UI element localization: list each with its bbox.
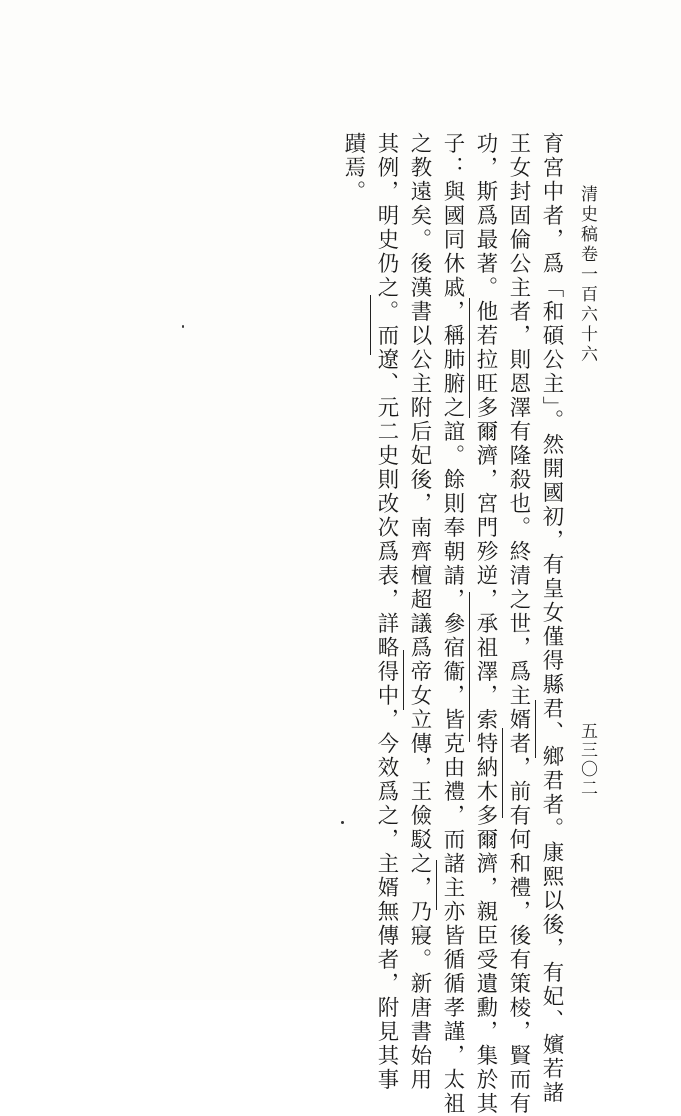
proper-name-mark (502, 728, 503, 818)
text-column-7: 蹟焉。 (341, 132, 366, 204)
text-column-1: 育宮中者，爲「和碩公主」。然開國初，有皇女僅得縣君、鄉君者。康熙以後，有妃、嬪若諸 (539, 132, 564, 1106)
proper-name-mark (403, 650, 404, 710)
text-column-5: 之教遠矣。後漢書以公主附后妃後，南齊檀超議爲帝女立傳，王儉駁之，乃寢。新唐書始用 (407, 132, 432, 1092)
running-header: 清史稿卷一百六十六 (577, 185, 597, 365)
proper-name-mark (535, 700, 536, 758)
dust-speck (182, 325, 184, 328)
proper-name-mark (469, 592, 470, 742)
text-column-4: 子：與國同休戚，稱肺腑之誼。餘則奉朝請，參宿衞，皆克由禮，而諸主亦皆循循孝謹，太祖 (440, 132, 465, 1116)
text-column-3: 功，斯爲最著。他若拉旺多爾濟，宮門殄逆，承祖澤，索特納木多爾濟，親臣受遺勳，集於其 (473, 132, 498, 1116)
proper-name-mark (370, 295, 371, 355)
page-number: 五三〇二 (577, 722, 597, 798)
dust-speck (341, 821, 344, 824)
text-column-6: 其例，明史仍之。而遼、元二史則改次爲表，詳略得中，今效爲之，主婿無傳者，附見其事 (374, 132, 399, 1092)
proper-name-mark (436, 860, 437, 910)
proper-name-mark (469, 298, 470, 418)
text-column-2: 王女封固倫公主者，則恩澤有隆殺也。終清之世，爲主婿者，前有何和禮，後有策棱，賢而有 (506, 132, 531, 1116)
